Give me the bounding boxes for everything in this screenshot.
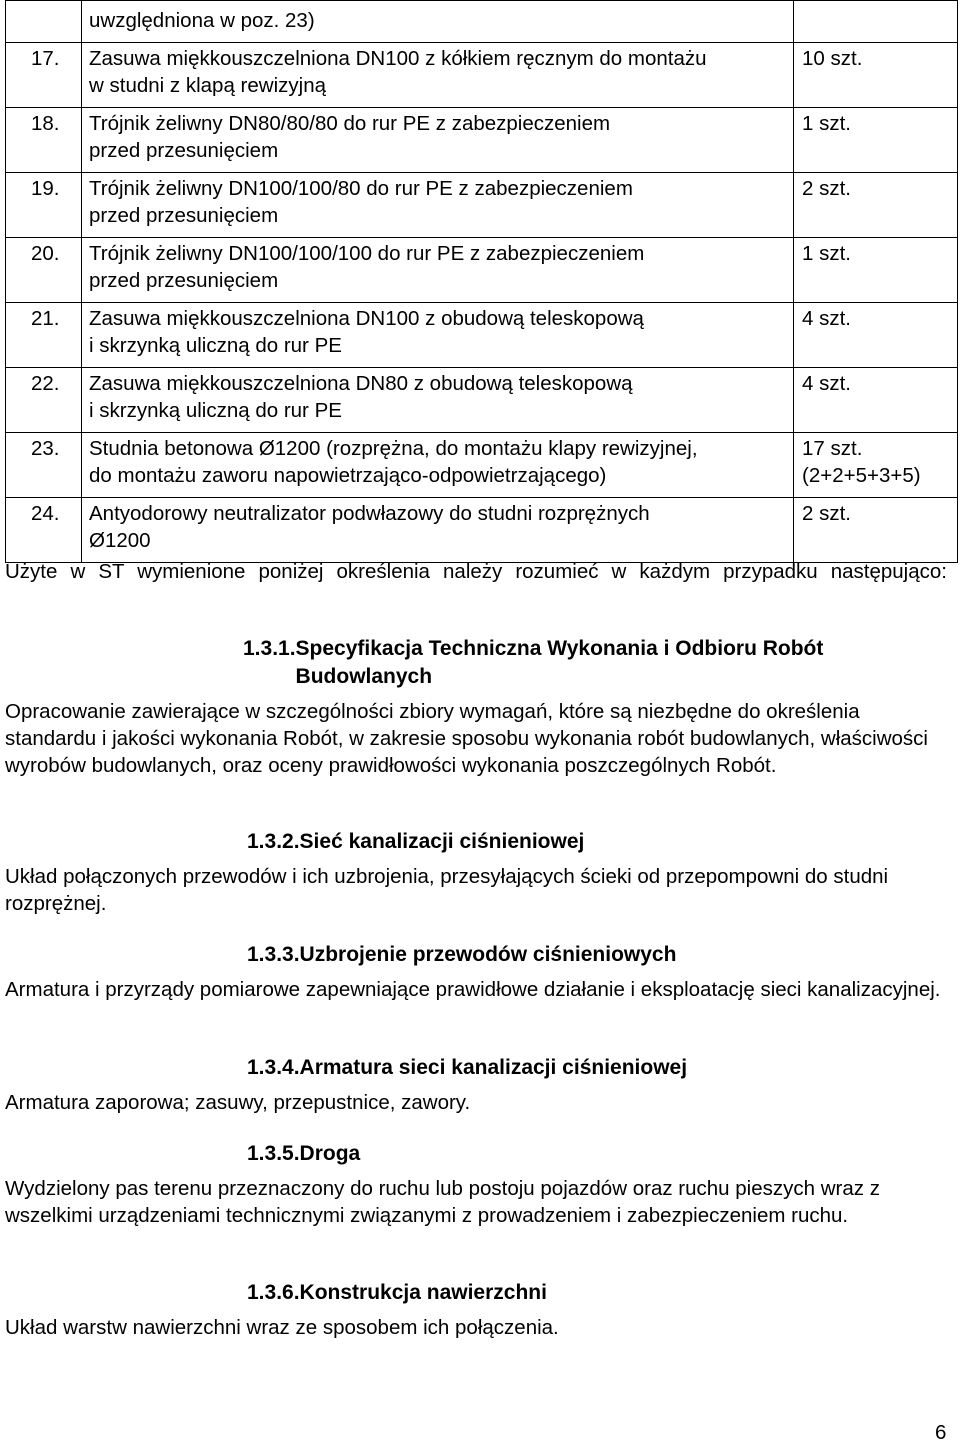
item-quantity-line: 10 szt. [802,47,863,70]
section-body: Wydzielony pas terenu przeznaczony do ruchu lub postoju pojazdów oraz ruchu pieszych wraz z wszelkimi urządzeniami technicznymi związanymi z prowadzeniem i zabezpieczeniem ruchu. [5,1177,880,1227]
section-body: Układ połączonych przewodów i ich uzbrojenia, przesyłających ścieki od przepompowni do studni rozprężnej. [5,865,889,915]
item-description-line: do montażu zaworu napowietrzająco-odpowietrzającego) [89,464,607,487]
section-number: 1.3.6. [247,1281,300,1304]
section-heading [247,828,847,856]
table-row [6,498,958,563]
item-description-line: przed przesunięciem [89,269,279,292]
section-title: Konstrukcja nawierzchni [299,1281,547,1304]
section-title: Specyfikacja Techniczna Wykonania i Odbioru Robót Budowlanych [295,637,824,688]
item-number: 18. [6,108,82,173]
section-title: Droga [299,1142,361,1165]
section-heading [247,941,847,969]
item-quantity-line: 4 szt. [802,372,851,395]
table-row [6,368,958,433]
section-heading [243,635,883,691]
section-body: Armatura zaporowa; zasuwy, przepustnice, zawory. [5,1091,471,1114]
item-description-line: przed przesunięciem [89,204,279,227]
section-body: Armatura i przyrządy pomiarowe zapewniające prawidłowe działanie i eksploatację sieci kanalizacyjnej. [5,978,941,1001]
item-description [82,433,794,498]
item-description-line: Zasuwa miękkouszczelniona DN100 z obudową teleskopową [89,307,644,330]
item-description [82,43,794,108]
item-description-line: Trójnik żeliwny DN80/80/80 do rur PE z zabezpieczeniem [89,112,611,135]
item-quantity-line: 4 szt. [802,307,851,330]
items-table [5,0,958,563]
item-quantity-line: 2 szt. [802,502,851,525]
section-number: 1.3.5. [247,1142,300,1165]
item-quantity [794,238,958,303]
item-quantity-line: (2+2+5+3+5) [802,464,921,487]
item-description-line: i skrzynką uliczną do rur PE [89,399,342,422]
item-quantity-line: 2 szt. [802,177,851,200]
item-description-line: Trójnik żeliwny DN100/100/100 do rur PE z zabezpieczeniem [89,242,645,265]
section-heading [247,1279,847,1307]
item-description-line: Trójnik żeliwny DN100/100/80 do rur PE z zabezpieczeniem [89,177,633,200]
continuation-text: uwzględniona w poz. 23) [82,1,794,43]
item-number: 22. [6,368,82,433]
table-row [6,108,958,173]
section-heading [247,1054,847,1082]
section-number: 1.3.3. [247,943,300,966]
table-row [6,303,958,368]
item-number: 23. [6,433,82,498]
section-number: 1.3.4. [247,1056,300,1079]
item-description-line: Zasuwa miękkouszczelniona DN80 z obudową teleskopową [89,372,633,395]
section-title: Armatura sieci kanalizacji ciśnieniowej [299,1056,688,1079]
item-description [82,173,794,238]
item-quantity-line: 1 szt. [802,112,851,135]
item-description [82,238,794,303]
item-quantity [794,108,958,173]
item-description-line: Antyodorowy neutralizator podwłazowy do studni rozprężnych [89,502,650,525]
item-number: 24. [6,498,82,563]
item-number: 21. [6,303,82,368]
item-quantity-line: 17 szt. [802,437,863,460]
page-number: 6 [935,1421,947,1444]
item-description [82,498,794,563]
item-description-line: Zasuwa miękkouszczelniona DN100 z kółkiem ręcznym do montażu [89,47,707,70]
item-quantity [794,173,958,238]
section-title: Sieć kanalizacji ciśnieniowej [299,830,585,853]
item-quantity [794,368,958,433]
item-quantity [794,433,958,498]
table-row-continuation [6,1,958,43]
item-description-line: i skrzynką uliczną do rur PE [89,334,342,357]
row-number-cell [6,1,82,43]
item-description [82,368,794,433]
table-row [6,238,958,303]
section-number: 1.3.2. [247,830,300,853]
item-description-line: Studnia betonowa Ø1200 (rozprężna, do montażu klapy rewizyjnej, [89,437,698,460]
item-description [82,303,794,368]
item-number: 20. [6,238,82,303]
item-quantity [794,498,958,563]
row-quantity-cell [794,1,958,43]
section-heading [247,1140,847,1168]
item-quantity-line: 1 szt. [802,242,851,265]
item-description-line: przed przesunięciem [89,139,279,162]
section-body: Opracowanie zawierające w szczególności zbiory wymagań, które są niezbędne do określenia standardu i jakości wykonania Robót, w zakresie sposobu wykonania robót budowlanych, właściwości wyrobów budowlanych, oraz oceny prawidłowości wykonania poszczególnych Robót. [5,700,928,777]
section-title: Uzbrojenie przewodów ciśnieniowych [299,943,677,966]
item-number: 17. [6,43,82,108]
item-quantity [794,303,958,368]
definitions-intro: Użyte w ST wymienione poniżej określenia należy rozumieć w każdym przypadku następująco: [5,560,947,583]
table-row [6,43,958,108]
item-description-line: w studni z klapą rewizyjną [89,74,326,97]
item-description-line: Ø1200 [89,529,151,552]
table-row [6,433,958,498]
item-quantity [794,43,958,108]
item-description [82,108,794,173]
item-number: 19. [6,173,82,238]
table-row [6,173,958,238]
section-number: 1.3.1. [243,637,296,660]
section-body: Układ warstw nawierzchni wraz ze sposobem ich połączenia. [5,1316,559,1339]
